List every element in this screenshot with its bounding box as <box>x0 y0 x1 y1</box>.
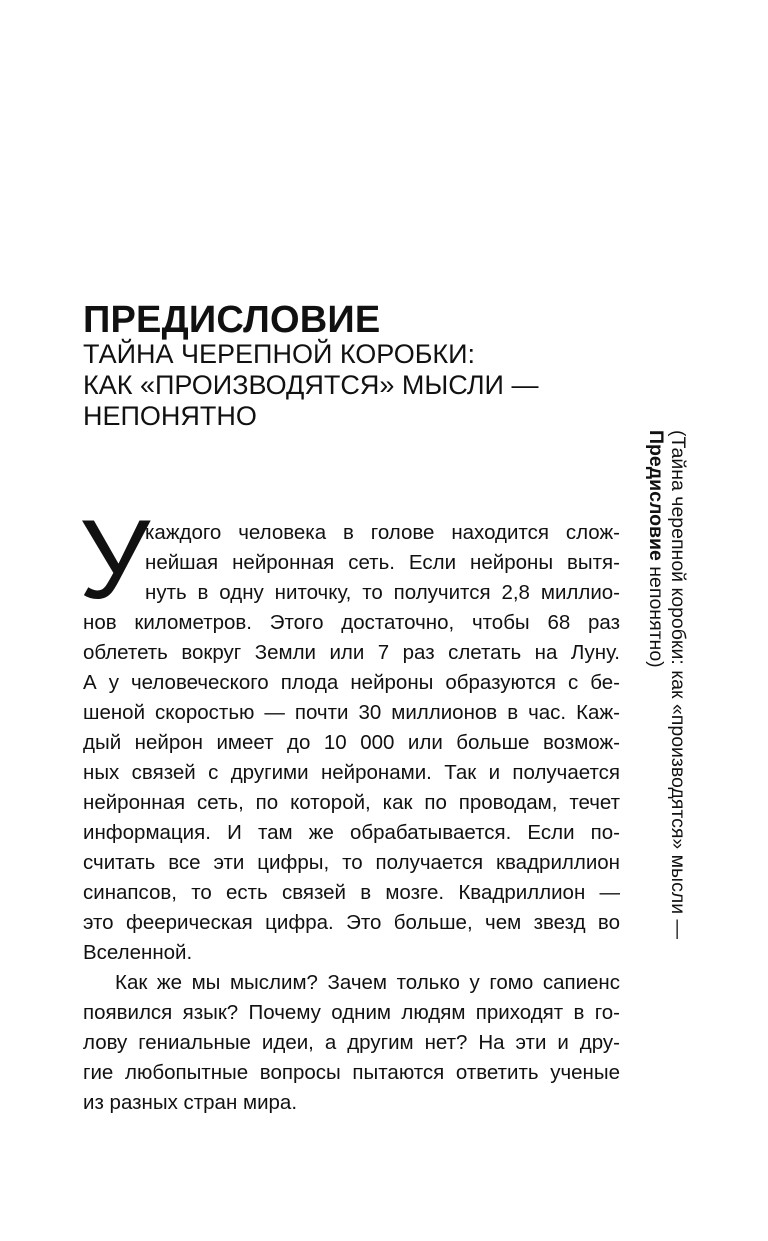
text-line: из разных стран мира. <box>83 1091 298 1114</box>
subtitle-line: ТАЙНА ЧЕРЕПНОЙ КОРОБКИ: <box>83 339 476 369</box>
running-head-line-1 <box>667 430 689 1098</box>
text-line: синапсов, то есть связей в мозге. Квадриллион — <box>83 881 620 904</box>
text-line: лову гениальные идеи, а другим нет? На эти и дру- <box>83 1031 620 1054</box>
running-head-text: непонятно) <box>645 566 667 668</box>
text-line: нов километров. Этого достаточно, чтобы 68 раз <box>83 611 620 634</box>
text-line: нейронная сеть, по которой, как по проводам, течет <box>83 791 620 814</box>
body-text <box>79 497 620 1118</box>
text-line: дый нейрон имеет до 10 000 или больше возмож- <box>83 731 620 754</box>
paragraph-2 <box>83 968 620 1118</box>
text-line: каждого человека в голове находится слож- <box>145 521 620 544</box>
running-head <box>645 430 689 1098</box>
text-line: облететь вокруг Земли или 7 раз слетать на Луну. <box>83 641 620 664</box>
paragraph-1 <box>83 518 620 968</box>
text-line: считать все эти цифры, то получается квадриллион <box>83 851 620 874</box>
text-line: нуть в одну ниточку, то получится 2,8 миллио- <box>145 581 620 604</box>
running-head-title: Предисловие <box>645 430 667 561</box>
running-head-text: (Тайна черепной коробки: как «производятся» мысли — <box>667 430 689 940</box>
text-line: появился язык? Почему одним людям приходят в го- <box>83 1001 620 1024</box>
drop-cap: У <box>79 497 151 622</box>
text-line: Вселенной. <box>83 941 193 964</box>
text-line: ных связей с другими нейронами. Так и получается <box>83 761 620 784</box>
text-line: А у человеческого плода нейроны образуются с бе- <box>83 671 620 694</box>
text-line: Как же мы мыслим? Зачем только у гомо сапиенс <box>115 971 620 994</box>
chapter-title: ПРЕДИСЛОВИЕ <box>83 299 381 341</box>
running-head-line-2 <box>645 430 667 1098</box>
text-line: это феерическая цифра. Это больше, чем звезд во <box>83 911 620 934</box>
text-line: шеной скоростью — почти 30 миллионов в час. Каж- <box>83 701 620 724</box>
text-line: нейшая нейронная сеть. Если нейроны вытя- <box>145 551 620 574</box>
text-line: информация. И там же обрабатывается. Если по- <box>83 821 620 844</box>
chapter-subtitle <box>83 339 603 432</box>
subtitle-line: КАК «ПРОИЗВОДЯТСЯ» МЫСЛИ — <box>83 370 539 400</box>
subtitle-line: НЕПОНЯТНО <box>83 401 257 431</box>
text-line: гие любопытные вопросы пытаются ответить ученые <box>83 1061 620 1084</box>
